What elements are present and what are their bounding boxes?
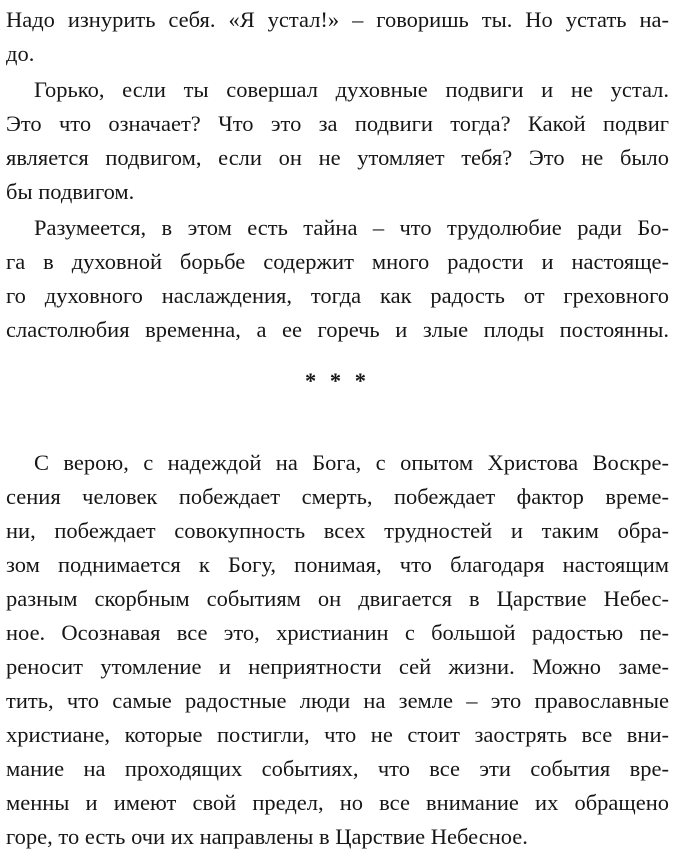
paragraph-4-line: тить, что самые радостные люди на земле – это православные [6,688,669,713]
section-separator: * * * [305,368,370,393]
paragraph-1-line: Надо изнурить себя. «Я устал!» – говоришь ты. Но устать на- [6,7,669,32]
paragraph-1-line: до. [6,41,35,66]
paragraph-3-line: Разумеется, в этом есть тайна – что трудолюбие ради Бо- [34,215,669,240]
paragraph-4-line: горе, то есть очи их направлены в Царствие Небесное. [6,824,528,849]
paragraph-4-line: разным скорбным событиям он двигается в Царствие Небес- [6,586,669,611]
paragraph-2-line: Это что означает? Что это за подвиги тогда? Какой подвиг [6,111,669,136]
paragraph-2-line: бы подвигом. [6,179,135,204]
paragraph-4-line: С верою, с надеждой на Бога, с опытом Христова Воскре- [34,450,669,475]
paragraph-3-line: го духовного наслаждения, тогда как радость от греховного [6,283,669,308]
paragraph-4-line: менны и имеют свой предел, но все внимание их обращено [6,790,669,815]
paragraph-3-line: га в духовной борьбе содержит много радости и настояще- [6,249,669,274]
paragraph-4-line: ное. Осознавая все это, христианин с большой радостью пе- [6,620,669,645]
paragraph-3-line: сластолюбия временна, а ее горечь и злые плоды постоянны. [6,317,669,342]
paragraph-2-line: является подвигом, если он не утомляет тебя? Это не было [6,145,669,170]
paragraph-4-line: ни, побеждает совокупность всех трудностей и таким обра- [6,518,669,543]
paragraph-4-line: реносит утомление и неприятности сей жизни. Можно заме- [6,654,669,679]
paragraph-4-line: христиане, которые постигли, что не стоит заострять все вни- [6,722,669,747]
paragraph-2-line: Горько, если ты совершал духовные подвиги и не устал. [34,77,669,102]
paragraph-4-line: сения человек побеждает смерть, побеждает фактор време- [6,484,669,509]
paragraph-4-line: мание на проходящих событиях, что все эти события вре- [6,756,669,781]
paragraph-4-line: зом поднимается к Богу, понимая, что благодаря настоящим [6,552,669,577]
